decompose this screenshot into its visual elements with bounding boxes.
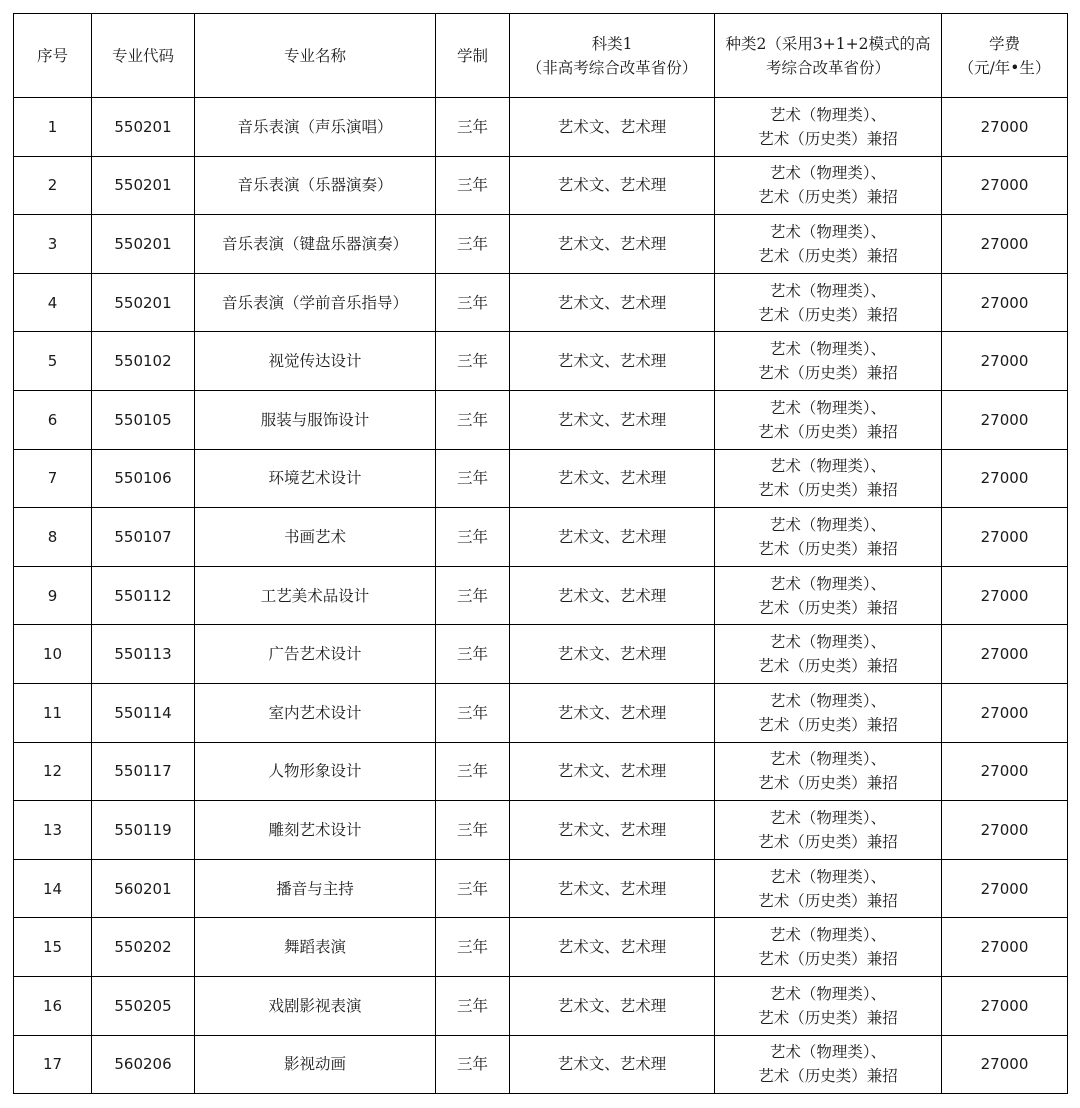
table-body [14, 98, 1068, 1094]
cell-fee: 27000 [942, 1035, 1068, 1094]
cell-fee: 27000 [942, 566, 1068, 625]
cell-fee: 27000 [942, 918, 1068, 977]
cell-name: 音乐表演（声乐演唱） [195, 98, 436, 157]
cell-category1: 艺术文、艺术理 [510, 566, 715, 625]
cell-fee: 27000 [942, 976, 1068, 1035]
cell-category2-line2: 艺术（历史类）兼招 [758, 364, 898, 383]
cell-code: 550201 [92, 98, 195, 157]
cell-category1: 艺术文、艺术理 [510, 332, 715, 391]
table-row [14, 859, 1068, 918]
cell-category2-line1: 艺术（物理类）、 [769, 398, 887, 417]
header-fee [942, 14, 1068, 98]
cell-index: 13 [14, 801, 92, 860]
cell-duration: 三年 [436, 156, 510, 215]
cell-duration: 三年 [436, 1035, 510, 1094]
cell-duration: 三年 [436, 449, 510, 508]
cell-category1: 艺术文、艺术理 [510, 156, 715, 215]
cell-code: 550201 [92, 273, 195, 332]
cell-duration: 三年 [436, 801, 510, 860]
cell-category2-line1: 艺术（物理类）、 [769, 515, 887, 534]
cell-fee: 27000 [942, 390, 1068, 449]
table-row [14, 449, 1068, 508]
cell-index: 10 [14, 625, 92, 684]
cell-category2-line1: 艺术（物理类）、 [769, 105, 887, 124]
cell-fee: 27000 [942, 449, 1068, 508]
table-row [14, 918, 1068, 977]
cell-duration: 三年 [436, 859, 510, 918]
cell-category2-line2: 艺术（历史类）兼招 [758, 481, 898, 500]
cell-name: 人物形象设计 [195, 742, 436, 801]
cell-index: 15 [14, 918, 92, 977]
cell-index: 14 [14, 859, 92, 918]
header-code: 专业代码 [92, 14, 195, 98]
table-row [14, 332, 1068, 391]
cell-code: 550119 [92, 801, 195, 860]
majors-table [13, 13, 1068, 1094]
cell-category2 [715, 390, 942, 449]
cell-category1: 艺术文、艺术理 [510, 215, 715, 274]
cell-category2-line2: 艺术（历史类）兼招 [758, 539, 898, 558]
header-category2-line2: 考综合改革省份） [765, 58, 890, 77]
cell-code: 550107 [92, 508, 195, 567]
cell-name: 书画艺术 [195, 508, 436, 567]
cell-category2-line2: 艺术（历史类）兼招 [758, 832, 898, 851]
cell-category2-line2: 艺术（历史类）兼招 [758, 422, 898, 441]
cell-duration: 三年 [436, 625, 510, 684]
cell-category1: 艺术文、艺术理 [510, 683, 715, 742]
cell-index: 1 [14, 98, 92, 157]
cell-fee: 27000 [942, 742, 1068, 801]
table-row [14, 683, 1068, 742]
cell-code: 550117 [92, 742, 195, 801]
cell-category1: 艺术文、艺术理 [510, 273, 715, 332]
cell-index: 12 [14, 742, 92, 801]
cell-index: 6 [14, 390, 92, 449]
cell-index: 16 [14, 976, 92, 1035]
table-row [14, 508, 1068, 567]
cell-duration: 三年 [436, 683, 510, 742]
table-row [14, 156, 1068, 215]
cell-category2 [715, 449, 942, 508]
table-row [14, 1035, 1068, 1094]
cell-category2 [715, 625, 942, 684]
cell-category2-line2: 艺术（历史类）兼招 [758, 774, 898, 793]
cell-code: 550105 [92, 390, 195, 449]
cell-code: 550202 [92, 918, 195, 977]
cell-code: 550112 [92, 566, 195, 625]
cell-category2-line2: 艺术（历史类）兼招 [758, 129, 898, 148]
cell-code: 560206 [92, 1035, 195, 1094]
cell-category2 [715, 1035, 942, 1094]
cell-category1: 艺术文、艺术理 [510, 742, 715, 801]
cell-category2-line1: 艺术（物理类）、 [769, 750, 887, 769]
cell-duration: 三年 [436, 273, 510, 332]
cell-category2 [715, 273, 942, 332]
cell-category2-line2: 艺术（历史类）兼招 [758, 598, 898, 617]
cell-name: 环境艺术设计 [195, 449, 436, 508]
cell-index: 5 [14, 332, 92, 391]
cell-index: 2 [14, 156, 92, 215]
cell-duration: 三年 [436, 918, 510, 977]
table-row [14, 625, 1068, 684]
cell-category2 [715, 566, 942, 625]
cell-category2-line2: 艺术（历史类）兼招 [758, 715, 898, 734]
table-row [14, 801, 1068, 860]
cell-category2 [715, 98, 942, 157]
cell-fee: 27000 [942, 215, 1068, 274]
cell-name: 工艺美术品设计 [195, 566, 436, 625]
cell-code: 550114 [92, 683, 195, 742]
cell-category1: 艺术文、艺术理 [510, 508, 715, 567]
table-row [14, 976, 1068, 1035]
cell-category2 [715, 976, 942, 1035]
header-category2 [715, 14, 942, 98]
cell-duration: 三年 [436, 976, 510, 1035]
cell-name: 雕刻艺术设计 [195, 801, 436, 860]
cell-code: 550201 [92, 215, 195, 274]
cell-duration: 三年 [436, 390, 510, 449]
header-category1-line1: 科类1 [591, 34, 633, 53]
cell-fee: 27000 [942, 156, 1068, 215]
header-category1 [510, 14, 715, 98]
table-row [14, 215, 1068, 274]
cell-category2-line1: 艺术（物理类）、 [769, 222, 887, 241]
table-header [14, 14, 1068, 98]
cell-name: 播音与主持 [195, 859, 436, 918]
header-fee-line1: 学费 [988, 34, 1020, 53]
cell-fee: 27000 [942, 683, 1068, 742]
cell-code: 550201 [92, 156, 195, 215]
cell-index: 9 [14, 566, 92, 625]
cell-code: 550113 [92, 625, 195, 684]
cell-category2-line1: 艺术（物理类）、 [769, 867, 887, 886]
cell-category2-line1: 艺术（物理类）、 [769, 1043, 887, 1062]
cell-category2 [715, 683, 942, 742]
cell-category2-line2: 艺术（历史类）兼招 [758, 1067, 898, 1086]
cell-category2-line2: 艺术（历史类）兼招 [758, 950, 898, 969]
cell-duration: 三年 [436, 742, 510, 801]
cell-category2 [715, 918, 942, 977]
cell-category2 [715, 742, 942, 801]
cell-category1: 艺术文、艺术理 [510, 98, 715, 157]
cell-index: 3 [14, 215, 92, 274]
cell-category2 [715, 215, 942, 274]
header-index: 序号 [14, 14, 92, 98]
cell-category1: 艺术文、艺术理 [510, 859, 715, 918]
cell-name: 室内艺术设计 [195, 683, 436, 742]
cell-index: 4 [14, 273, 92, 332]
cell-category1: 艺术文、艺术理 [510, 390, 715, 449]
cell-name: 音乐表演（键盘乐器演奏） [195, 215, 436, 274]
cell-category2-line1: 艺术（物理类）、 [769, 457, 887, 476]
cell-fee: 27000 [942, 859, 1068, 918]
cell-fee: 27000 [942, 508, 1068, 567]
cell-category1: 艺术文、艺术理 [510, 449, 715, 508]
cell-code: 560201 [92, 859, 195, 918]
cell-duration: 三年 [436, 215, 510, 274]
cell-category2-line1: 艺术（物理类）、 [769, 633, 887, 652]
cell-category1: 艺术文、艺术理 [510, 976, 715, 1035]
cell-category2-line1: 艺术（物理类）、 [769, 164, 887, 183]
cell-duration: 三年 [436, 332, 510, 391]
cell-category2 [715, 859, 942, 918]
cell-name: 音乐表演（学前音乐指导） [195, 273, 436, 332]
table-row [14, 566, 1068, 625]
cell-category2 [715, 801, 942, 860]
cell-index: 11 [14, 683, 92, 742]
cell-fee: 27000 [942, 332, 1068, 391]
cell-name: 舞蹈表演 [195, 918, 436, 977]
table-row [14, 390, 1068, 449]
cell-category2-line1: 艺术（物理类）、 [769, 281, 887, 300]
cell-name: 影视动画 [195, 1035, 436, 1094]
cell-category2-line2: 艺术（历史类）兼招 [758, 305, 898, 324]
cell-duration: 三年 [436, 566, 510, 625]
cell-category2-line1: 艺术（物理类）、 [769, 984, 887, 1003]
header-fee-line2: （元/年•生） [958, 58, 1051, 77]
cell-code: 550106 [92, 449, 195, 508]
cell-duration: 三年 [436, 508, 510, 567]
cell-category2 [715, 156, 942, 215]
table-row [14, 273, 1068, 332]
cell-category2-line2: 艺术（历史类）兼招 [758, 188, 898, 207]
header-category1-line2: （非高考综合改革省份） [526, 58, 698, 77]
cell-name: 服装与服饰设计 [195, 390, 436, 449]
table-row [14, 742, 1068, 801]
cell-index: 7 [14, 449, 92, 508]
table-row [14, 98, 1068, 157]
cell-index: 8 [14, 508, 92, 567]
cell-fee: 27000 [942, 625, 1068, 684]
cell-category2-line1: 艺术（物理类）、 [769, 574, 887, 593]
cell-category2-line2: 艺术（历史类）兼招 [758, 1008, 898, 1027]
cell-name: 音乐表演（乐器演奏） [195, 156, 436, 215]
cell-code: 550102 [92, 332, 195, 391]
cell-code: 550205 [92, 976, 195, 1035]
cell-duration: 三年 [436, 98, 510, 157]
cell-index: 17 [14, 1035, 92, 1094]
cell-category1: 艺术文、艺术理 [510, 801, 715, 860]
header-duration: 学制 [436, 14, 510, 98]
cell-category1: 艺术文、艺术理 [510, 625, 715, 684]
cell-category2 [715, 508, 942, 567]
cell-name: 视觉传达设计 [195, 332, 436, 391]
cell-category1: 艺术文、艺术理 [510, 1035, 715, 1094]
cell-category2-line2: 艺术（历史类）兼招 [758, 891, 898, 910]
cell-fee: 27000 [942, 273, 1068, 332]
header-name: 专业名称 [195, 14, 436, 98]
cell-fee: 27000 [942, 98, 1068, 157]
cell-category1: 艺术文、艺术理 [510, 918, 715, 977]
cell-name: 广告艺术设计 [195, 625, 436, 684]
cell-category2 [715, 332, 942, 391]
cell-fee: 27000 [942, 801, 1068, 860]
cell-name: 戏剧影视表演 [195, 976, 436, 1035]
cell-category2-line1: 艺术（物理类）、 [769, 808, 887, 827]
header-row [14, 14, 1068, 98]
cell-category2-line1: 艺术（物理类）、 [769, 340, 887, 359]
header-category2-line1: 种类2（采用3+1+2模式的高 [725, 34, 931, 53]
cell-category2-line2: 艺术（历史类）兼招 [758, 657, 898, 676]
cell-category2-line1: 艺术（物理类）、 [769, 691, 887, 710]
cell-category2-line1: 艺术（物理类）、 [769, 926, 887, 945]
cell-category2-line2: 艺术（历史类）兼招 [758, 246, 898, 265]
